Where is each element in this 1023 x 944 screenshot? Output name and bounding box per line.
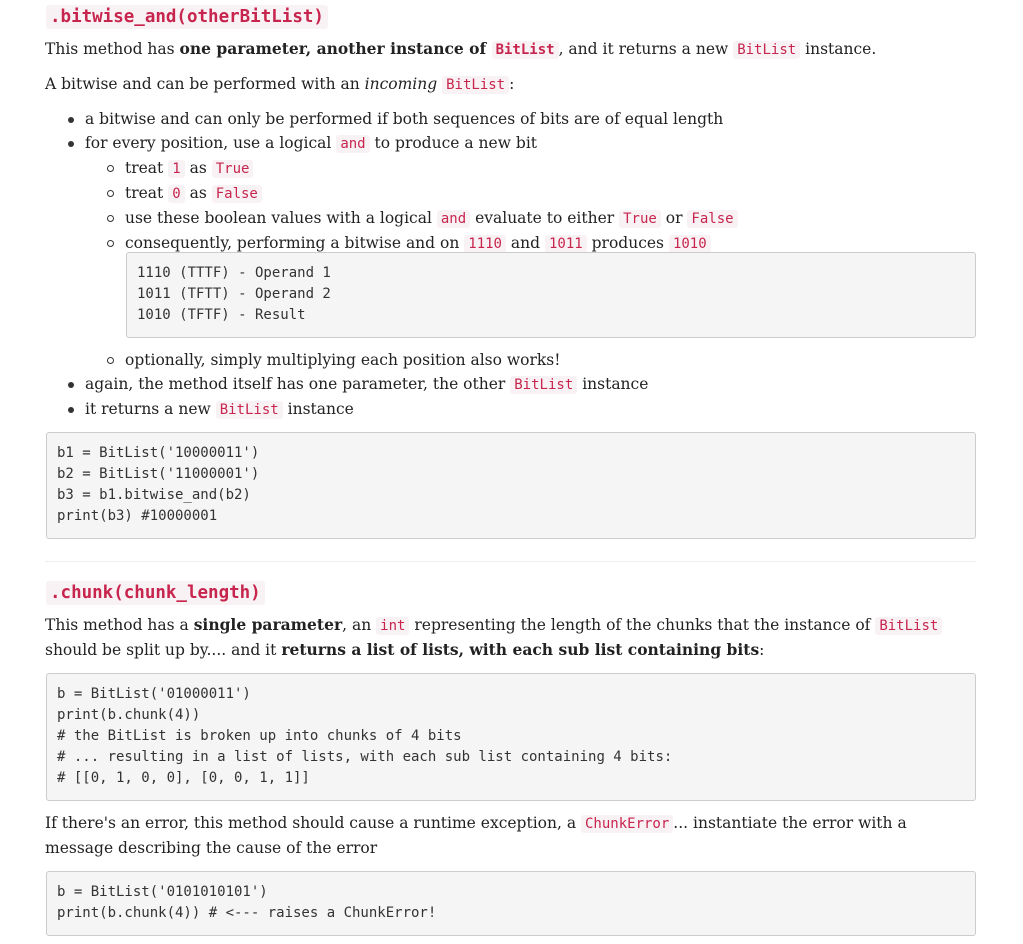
chunk-example-code: b = BitList('01000011') print(b.chunk(4)) # the BitList is broken up into chunks of 4 bits # ... resulting in a list of lists, with each sub list containing 4 bits: # [[0, 1, 0, 0], [0, 0, 1, 1]] <box>46 673 976 801</box>
bitwise-and-example-code: b1 = BitList('10000011') b2 = BitList('11000001') b3 = b1.bitwise_and(b2) print(b3) #10000001 <box>46 432 976 539</box>
list-item: treat 0 as False <box>45 181 976 206</box>
list-item: consequently, performing a bitwise and on 1110 and 1011 produces 1010 <box>45 231 976 256</box>
list-item: a bitwise and can only be performed if both sequences of bits are of equal length <box>45 107 976 131</box>
list-item: treat 1 as True <box>45 156 976 181</box>
bitwise-and-bullet-list <box>45 107 976 256</box>
bitwise-and-description: A bitwise and can be performed with an incoming BitList : <box>45 75 515 93</box>
section-heading-chunk: .chunk(chunk_length) <box>46 581 265 605</box>
section-divider <box>45 561 976 562</box>
chunk-error-description: If there's an error, this method should cause a runtime exception, a ChunkError ... instantiate the error with a message describing the cause of the error <box>45 814 907 857</box>
list-item: use these boolean values with a logical and evaluate to either True or False <box>45 206 976 231</box>
list-item: it returns a new BitList instance <box>45 397 976 422</box>
list-item: optionally, simply multiplying each position also works! <box>45 348 976 372</box>
bitwise-and-intro: This method has one parameter, another instance of BitList , and it returns a new BitList instance. <box>45 39 877 58</box>
list-item: for every position, use a logical and to produce a new bit <box>45 131 976 156</box>
truth-table-code-block: 1110 (TTTF) - Operand 1 1011 (TFTT) - Operand 2 1010 (TFTF) - Result <box>126 252 976 338</box>
bitwise-and-bullet-list-continued <box>45 348 976 422</box>
section-heading-bitwise-and: .bitwise_and(otherBitList) <box>46 5 328 29</box>
list-item: again, the method itself has one parameter, the other BitList instance <box>45 372 976 397</box>
chunk-intro: This method has a single parameter, an int representing the length of the chunks that the instance of BitList should be split up by.... and it returns a list of lists, with each sub list containing bits: <box>45 613 976 662</box>
chunk-error-example-code: b = BitList('0101010101') print(b.chunk(4)) # <--- raises a ChunkError! <box>46 871 976 936</box>
